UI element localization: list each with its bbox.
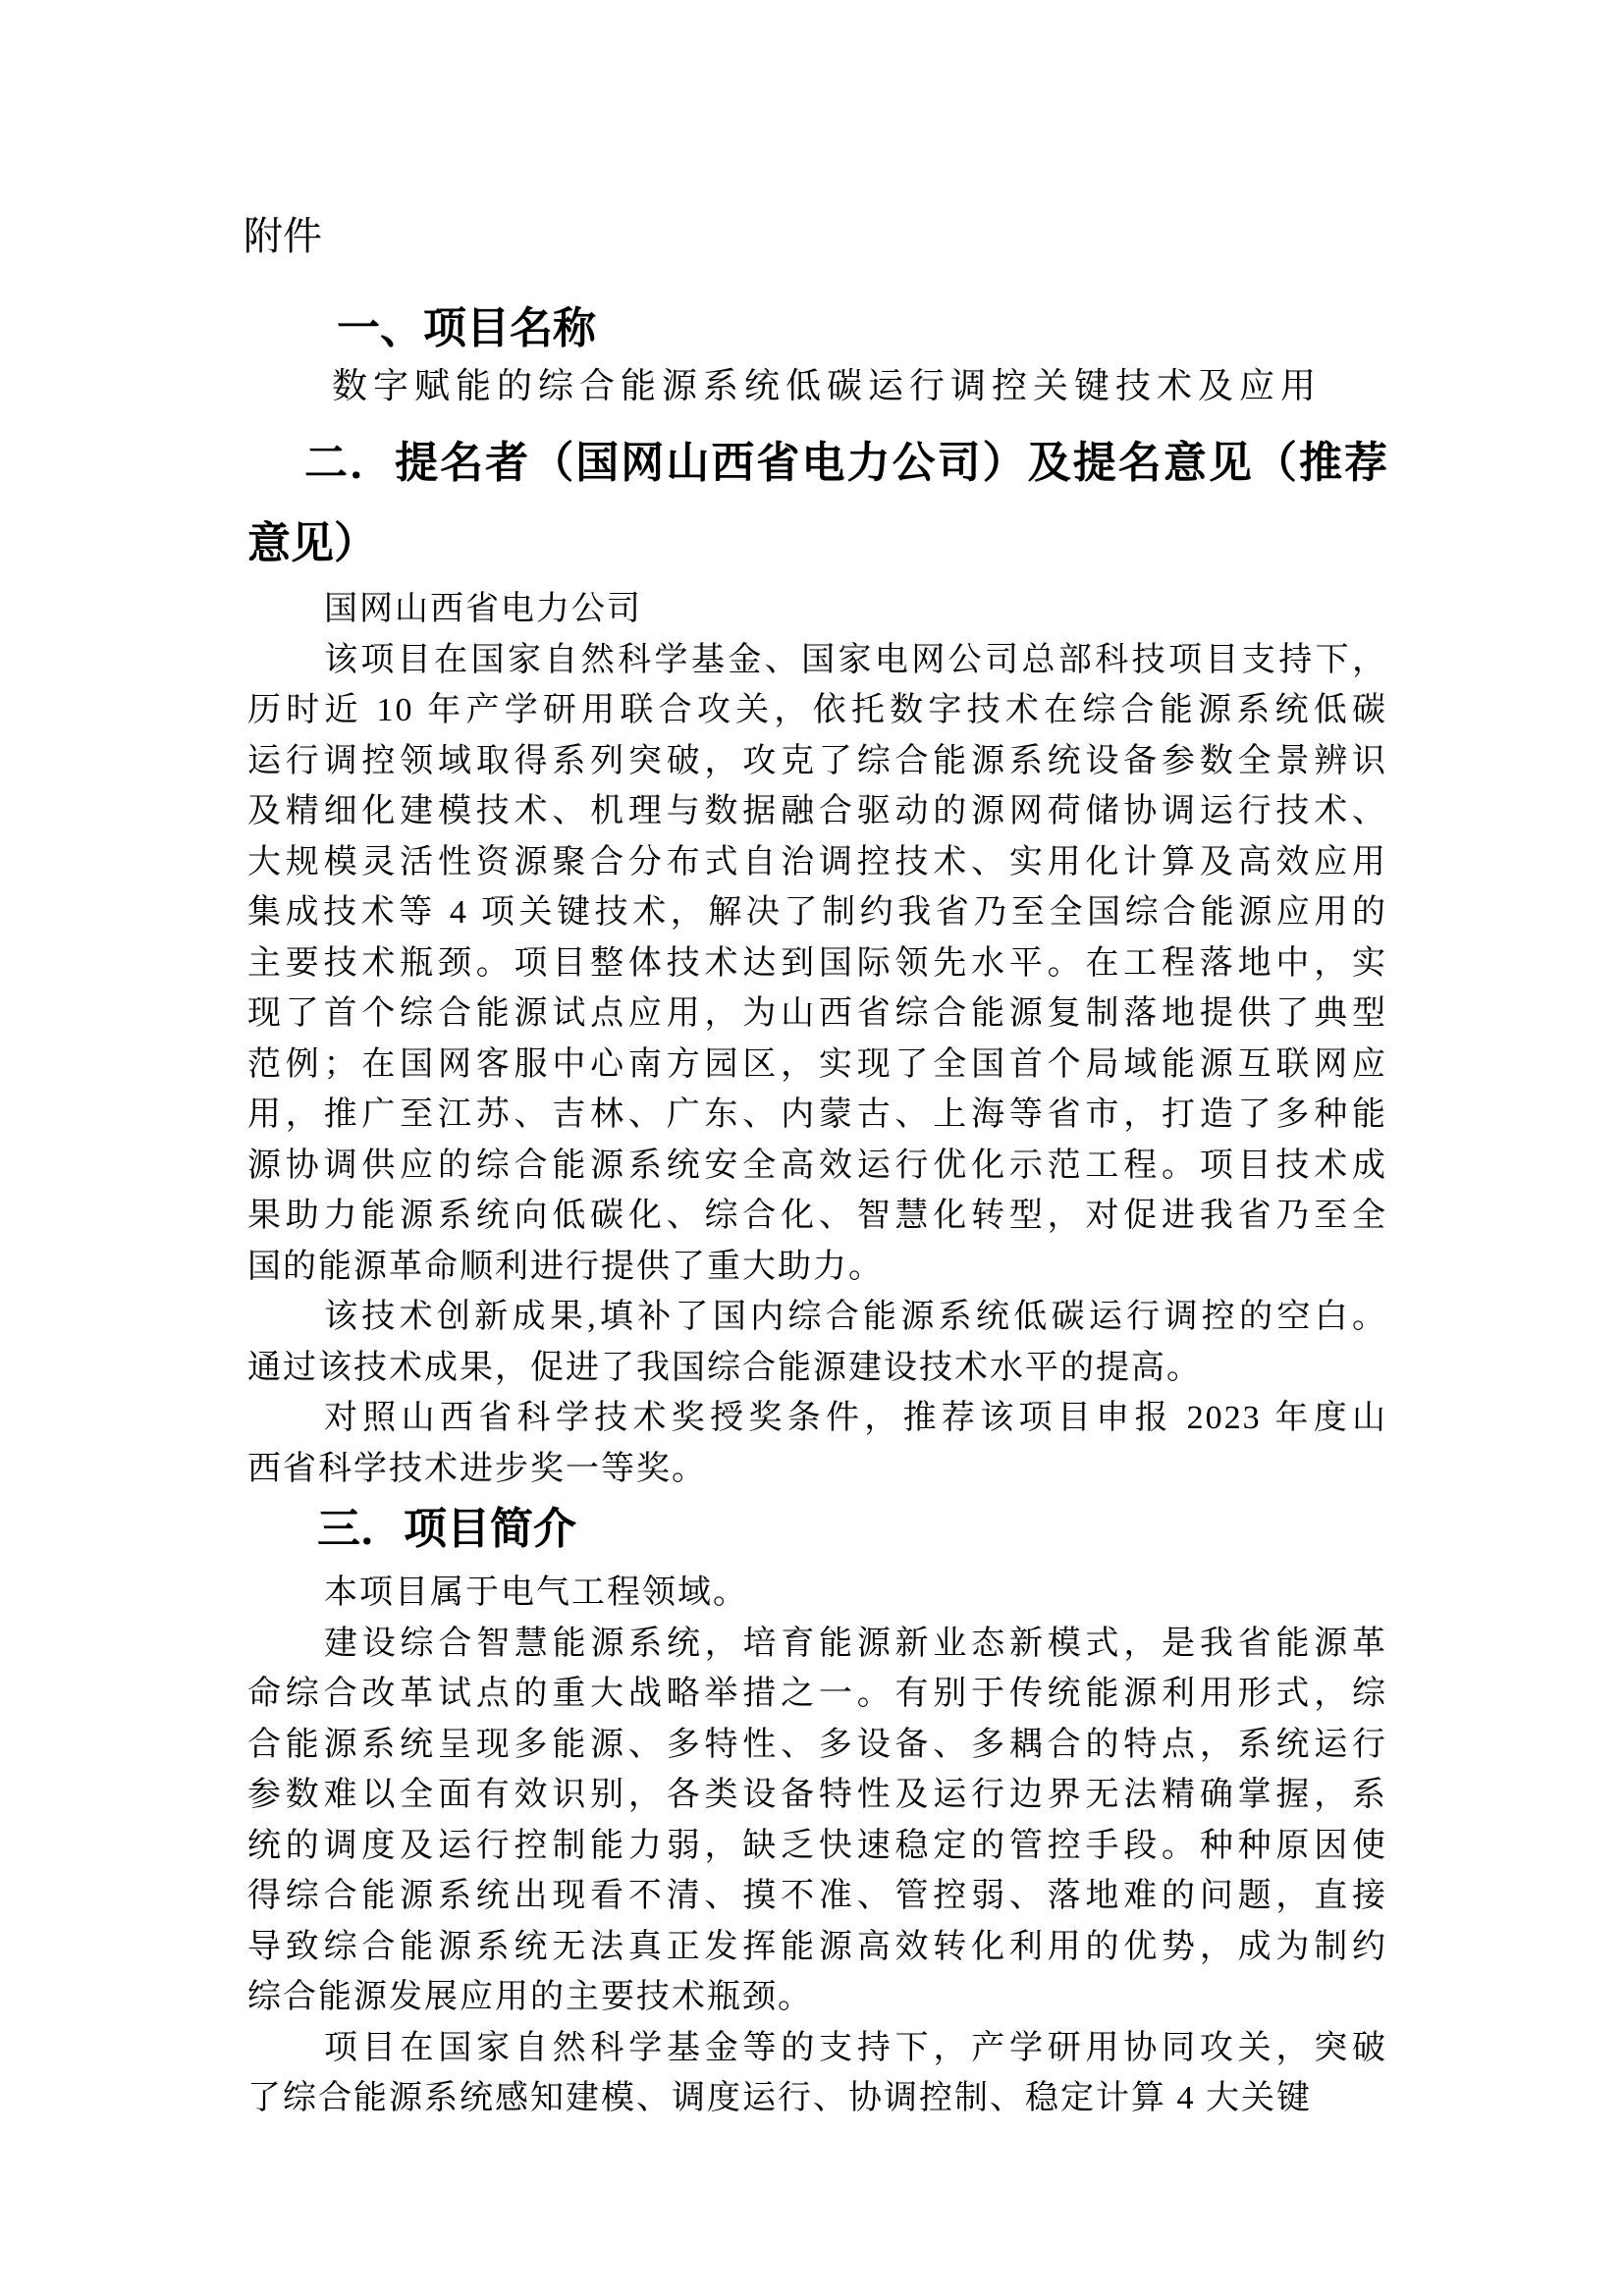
paragraph [247,1619,1387,2023]
text-line: 该技术创新成果,填补了国内综合能源系统低碳运行调控的空白。 [324,1299,1387,1335]
paragraph [247,1292,1387,1393]
text-line: 对照山西省科学技术奖授奖条件，推荐该项目申报 2023 年度山 [324,1400,1387,1436]
section-two-heading-line-1: 二．提名者（国网山西省电力公司）及提名意见（推荐 [304,439,1387,487]
text-line: 用，推广至江苏、吉林、广东、内蒙古、上海等省市，打造了多种能 [247,1096,1387,1133]
text-line: 主要技术瓶颈。项目整体技术达到国际领先水平。在工程落地中，实 [247,944,1387,982]
section-two-heading-line-2: 意见） [247,519,377,567]
paragraph [247,635,1387,1293]
text-line: 源协调供应的综合能源系统安全高效运行优化示范工程。项目技术成 [247,1147,1387,1184]
text-line: 范例；在国网客服中心南方园区，实现了全国首个局域能源互联网应 [247,1045,1387,1083]
paragraph [247,1568,1387,1619]
text-line: 通过该技术成果，促进了我国综合能源建设技术水平的提高。 [247,1349,1202,1386]
paragraph [247,1393,1387,1494]
text-line: 得综合能源系统出现看不清、摸不准、管控弱、落地难的问题，直接 [247,1878,1387,1914]
text-line: 集成技术等 4 项关键技术，解决了制约我省乃至全国综合能源应用的 [247,894,1387,931]
paragraph [247,2023,1387,2124]
text-line: 命综合改革试点的重大战略举措之一。有别于传统能源利用形式，综 [247,1676,1387,1712]
section-one-heading: 一、项目名称 [337,304,596,352]
section-two-heading [247,423,1387,584]
text-line: 国的能源革命顺利进行提供了重大助力。 [247,1248,884,1285]
text-line: 果助力能源系统向低碳化、综合化、智慧化转型，对促进我省乃至全 [247,1198,1387,1234]
text-line: 综合能源发展应用的主要技术瓶颈。 [247,1979,813,2015]
text-line: 导致综合能源系统无法真正发挥能源高效转化利用的优势，成为制约 [247,1928,1387,1965]
project-title-line: 数字赋能的综合能源系统低碳运行调控关键技术及应用 [332,366,1323,405]
text-line: 建设综合智慧能源系统，培育能源新业态新模式，是我省能源革 [324,1625,1387,1662]
text-line: 及精细化建模技术、机理与数据融合驱动的源网荷储协调运行技术、 [247,793,1387,829]
text-line: 该项目在国家自然科学基金、国家电网公司总部科技项目支持下， [324,641,1387,678]
text-line: 本项目属于电气工程领域。 [324,1575,748,1611]
text-line: 西省科学技术进步奖一等奖。 [247,1450,707,1487]
text-line: 统的调度及运行控制能力弱，缺乏快速稳定的管控手段。种种原因使 [247,1827,1387,1864]
attachment-label: 附件 [244,215,322,258]
text-line: 合能源系统呈现多能源、多特性、多设备、多耦合的特点，系统运行 [247,1726,1387,1763]
section-two-paragraphs [247,584,1387,1494]
section-three-paragraphs [247,1568,1387,2124]
text-line: 项目在国家自然科学基金等的支持下，产学研用协同攻关，突破 [324,2029,1387,2066]
text-line: 历时近 10 年产学研用联合攻关，依托数字技术在综合能源系统低碳 [247,692,1387,728]
text-line: 参数难以全面有效识别，各类设备特性及运行边界无法精确掌握，系 [247,1777,1387,1813]
text-line: 现了首个综合能源试点应用，为山西省综合能源复制落地提供了典型 [247,995,1387,1032]
section-three-heading: 三．项目简介 [317,1505,576,1553]
text-line: 大规模灵活性资源聚合分布式自治调控技术、实用化计算及高效应用 [247,843,1387,881]
text-line: 运行调控领域取得系列突破，攻克了综合能源系统设备参数全景辨识 [247,742,1387,779]
text-line: 国网山西省电力公司 [324,591,642,627]
document-content [244,0,1387,2124]
paragraph [247,584,1387,635]
text-line: 了综合能源系统感知建模、调度运行、协调控制、稳定计算 4 大关键 [247,2080,1312,2116]
